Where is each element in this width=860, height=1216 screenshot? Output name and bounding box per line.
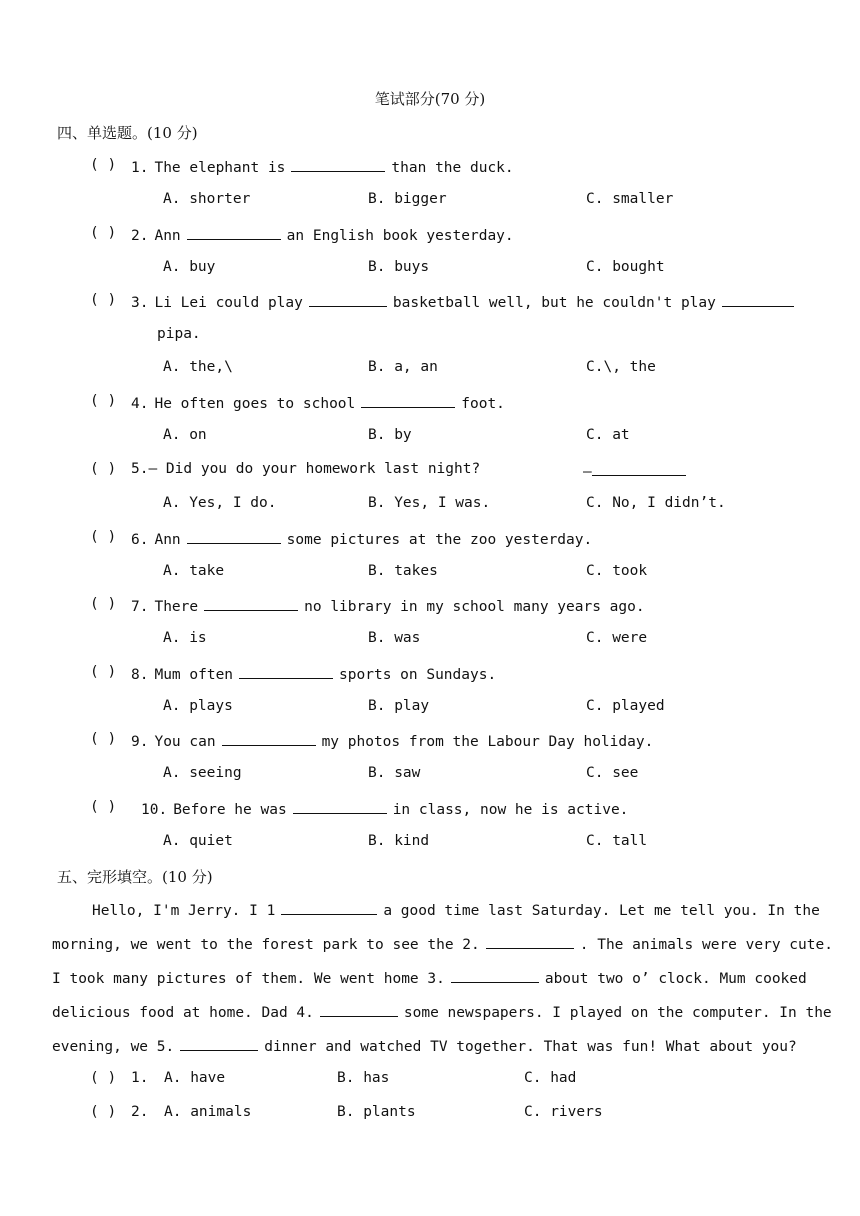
question-text: You can bbox=[154, 734, 216, 750]
answer-blank[interactable] bbox=[204, 596, 298, 611]
question-text: Mum often bbox=[154, 667, 234, 683]
cloze-text: some newspapers. I played on the computer. In the bbox=[403, 1005, 832, 1021]
cloze-line-3 bbox=[52, 968, 808, 987]
option-c[interactable]: C. see bbox=[586, 765, 639, 781]
cloze-blank-1[interactable] bbox=[281, 900, 377, 915]
question-stem bbox=[141, 799, 628, 818]
answer-paren[interactable]: ( ) bbox=[90, 664, 117, 680]
cloze-text: about two o’ clock. Mum cooked bbox=[544, 971, 807, 987]
question-text: basketball well, but he couldn't play bbox=[392, 295, 716, 311]
question-text: Ann bbox=[154, 532, 181, 548]
question-number: 4. bbox=[131, 396, 149, 412]
question-number: 1. bbox=[131, 1070, 149, 1086]
answer-blank[interactable] bbox=[291, 157, 385, 172]
question-text: Li Lei could play bbox=[154, 295, 303, 311]
option-c[interactable]: C. smaller bbox=[586, 191, 674, 207]
option-a[interactable]: A. quiet bbox=[163, 833, 233, 849]
answer-blank[interactable] bbox=[222, 731, 316, 746]
option-c[interactable]: C. bought bbox=[586, 259, 665, 275]
question-text: He often goes to school bbox=[154, 396, 356, 412]
option-b[interactable]: B. play bbox=[368, 698, 430, 714]
question-number: 2. bbox=[131, 1104, 149, 1120]
answer-paren[interactable]: ( ) bbox=[90, 292, 117, 308]
cloze-blank-3[interactable] bbox=[451, 968, 539, 983]
answer-blank[interactable] bbox=[309, 292, 387, 307]
answer-paren[interactable]: ( ) bbox=[90, 461, 117, 477]
question-stem bbox=[131, 731, 653, 750]
cloze-text: morning, we went to the forest park to see the 2. bbox=[52, 937, 480, 953]
cloze-line-1 bbox=[52, 900, 820, 919]
cloze-text: delicious food at home. Dad 4. bbox=[52, 1005, 314, 1021]
option-c[interactable]: C. tall bbox=[586, 833, 648, 849]
answer-paren[interactable]: ( ) bbox=[90, 157, 117, 173]
answer-paren[interactable]: ( ) bbox=[90, 596, 117, 612]
question-number: 9. bbox=[131, 734, 149, 750]
question-stem bbox=[131, 157, 514, 176]
answer-paren[interactable]: ( ) bbox=[90, 393, 117, 409]
option-c[interactable]: C. took bbox=[586, 563, 648, 579]
cloze-blank-5[interactable] bbox=[180, 1036, 258, 1051]
question-text: an English book yesterday. bbox=[286, 228, 514, 244]
cloze-line-5 bbox=[52, 1036, 808, 1055]
option-b[interactable]: B. by bbox=[368, 427, 412, 443]
question-number: 1. bbox=[131, 160, 149, 176]
option-c[interactable]: C. were bbox=[586, 630, 648, 646]
option-b[interactable]: B. has bbox=[337, 1070, 390, 1086]
question-number: 8. bbox=[131, 667, 149, 683]
cloze-text: evening, we 5. bbox=[52, 1039, 175, 1055]
option-a[interactable]: A. on bbox=[163, 427, 207, 443]
question-text: — Did you do your homework last night? bbox=[148, 461, 481, 477]
question-number: 3. bbox=[131, 295, 149, 311]
cloze-line-2 bbox=[52, 934, 833, 953]
option-c[interactable]: C. played bbox=[586, 698, 665, 714]
option-c[interactable]: C. rivers bbox=[524, 1104, 603, 1120]
question-stem bbox=[131, 664, 496, 683]
option-b[interactable]: B. Yes, I was. bbox=[368, 495, 491, 511]
option-c[interactable]: C. No, I didn’t. bbox=[586, 495, 726, 511]
question-stem bbox=[131, 596, 645, 615]
dash-text: — bbox=[583, 464, 592, 480]
cloze-blank-4[interactable] bbox=[320, 1002, 398, 1017]
option-b[interactable]: B. kind bbox=[368, 833, 430, 849]
question-stem bbox=[131, 461, 592, 480]
question-text: Before he was bbox=[173, 802, 287, 818]
cloze-line-4 bbox=[52, 1002, 832, 1021]
answer-paren[interactable]: ( ) bbox=[90, 529, 117, 545]
answer-blank[interactable] bbox=[722, 292, 794, 307]
question-text: my photos from the Labour Day holiday. bbox=[321, 734, 654, 750]
option-b[interactable]: B. was bbox=[368, 630, 421, 646]
question-stem bbox=[131, 393, 505, 412]
option-a[interactable]: A. animals bbox=[164, 1104, 252, 1120]
cloze-text: . The animals were very cute. bbox=[579, 937, 833, 953]
question-text: sports on Sundays. bbox=[339, 667, 497, 683]
option-a[interactable]: A. plays bbox=[163, 698, 233, 714]
answer-blank[interactable] bbox=[592, 461, 686, 476]
answer-paren[interactable]: ( ) bbox=[90, 225, 117, 241]
option-b[interactable]: B. a, an bbox=[368, 359, 438, 375]
question-number: 5. bbox=[131, 461, 149, 477]
option-a[interactable]: A. is bbox=[163, 630, 207, 646]
option-a[interactable]: A. shorter bbox=[163, 191, 251, 207]
question-number: 2. bbox=[131, 228, 149, 244]
option-a[interactable]: A. buy bbox=[163, 259, 216, 275]
question-stem bbox=[131, 292, 800, 311]
answer-blank[interactable] bbox=[187, 225, 281, 240]
question-text: in class, now he is active. bbox=[392, 802, 629, 818]
option-a[interactable]: A. the,\ bbox=[163, 359, 233, 375]
section-5-heading: 五、完形填空。(10 分) bbox=[57, 868, 213, 886]
question-text: There bbox=[154, 599, 199, 615]
option-b[interactable]: B. saw bbox=[368, 765, 421, 781]
question-stem bbox=[131, 225, 514, 244]
option-a[interactable]: A. have bbox=[164, 1070, 226, 1086]
option-a[interactable]: A. seeing bbox=[163, 765, 242, 781]
option-b[interactable]: B. takes bbox=[368, 563, 438, 579]
question-text: foot. bbox=[461, 396, 505, 412]
cloze-text: Hello, I'm Jerry. I 1 bbox=[92, 903, 276, 919]
question-text: no library in my school many years ago. bbox=[304, 599, 645, 615]
option-a[interactable]: A. Yes, I do. bbox=[163, 495, 277, 511]
option-c[interactable]: C. at bbox=[586, 427, 630, 443]
question-text-continued: pipa. bbox=[157, 326, 201, 342]
question-text: some pictures at the zoo yesterday. bbox=[286, 532, 593, 548]
answer-blank[interactable] bbox=[187, 529, 281, 544]
question-text: than the duck. bbox=[391, 160, 514, 176]
question-number: 7. bbox=[131, 599, 149, 615]
question-number: 6. bbox=[131, 532, 149, 548]
cloze-blank-2[interactable] bbox=[486, 934, 574, 949]
cloze-text: a good time last Saturday. Let me tell you. In the bbox=[383, 903, 820, 919]
option-b[interactable]: B. buys bbox=[368, 259, 430, 275]
option-b[interactable]: B. bigger bbox=[368, 191, 447, 207]
option-b[interactable]: B. plants bbox=[337, 1104, 416, 1120]
answer-paren[interactable]: ( ) bbox=[90, 1104, 117, 1120]
answer-blank[interactable] bbox=[361, 393, 455, 408]
option-c[interactable]: C. had bbox=[524, 1070, 577, 1086]
question-number: 10. bbox=[141, 802, 168, 818]
cloze-text: dinner and watched TV together. That was fun! What about you? bbox=[264, 1039, 797, 1055]
option-a[interactable]: A. take bbox=[163, 563, 225, 579]
page-title: 笔试部分(70 分) bbox=[374, 90, 486, 108]
answer-paren[interactable]: ( ) bbox=[90, 731, 117, 747]
option-c[interactable]: C.\, the bbox=[586, 359, 656, 375]
answer-line bbox=[583, 461, 686, 480]
question-stem bbox=[131, 529, 592, 548]
answer-blank[interactable] bbox=[293, 799, 387, 814]
cloze-text: I took many pictures of them. We went home 3. bbox=[52, 971, 445, 987]
answer-paren[interactable]: ( ) bbox=[90, 799, 117, 815]
answer-paren[interactable]: ( ) bbox=[90, 1070, 117, 1086]
answer-blank[interactable] bbox=[239, 664, 333, 679]
question-text: Ann bbox=[154, 228, 181, 244]
section-4-heading: 四、单选题。(10 分) bbox=[57, 124, 198, 142]
question-text: The elephant is bbox=[154, 160, 286, 176]
